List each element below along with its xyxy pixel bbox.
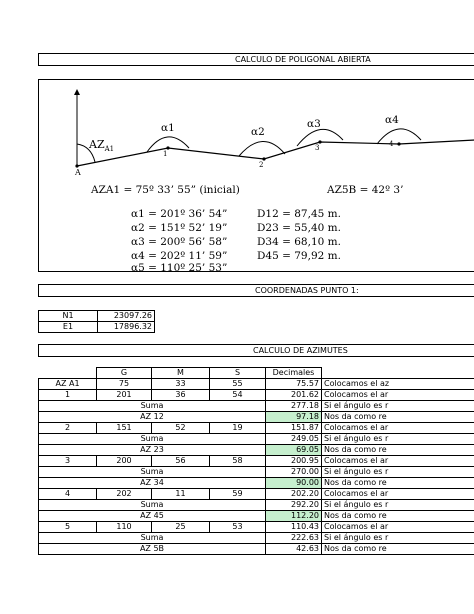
coords-value: 17896.32 <box>98 322 155 333</box>
decimal-cell: 90.00 <box>266 478 322 489</box>
distance-45: D45 = 79,92 m. <box>257 250 341 262</box>
minutes-cell: 36 <box>152 390 210 401</box>
decimal-cell: 151.87 <box>266 423 322 434</box>
degrees-cell: 110 <box>97 522 152 533</box>
polygon-figure <box>38 79 474 272</box>
note-cell: Nos da como re <box>322 478 474 489</box>
title-bar <box>38 53 474 66</box>
decimal-cell: 200.95 <box>266 456 322 467</box>
note-cell: Nos da como re <box>322 511 474 522</box>
row-label: Suma <box>39 401 266 412</box>
azimuth-row <box>39 390 474 401</box>
coords-title-bar <box>38 284 474 297</box>
degrees-cell: 75 <box>97 379 152 390</box>
alpha5-value: α5 = 110º 25’ 53” <box>131 262 228 274</box>
seconds-cell: 54 <box>210 390 266 401</box>
header-m: M <box>152 368 210 379</box>
az-5b-text: AZ5B = 42º 3’ <box>327 184 404 196</box>
row-label: Suma <box>39 467 266 478</box>
alpha2-value: α2 = 151º 52’ 19” <box>131 222 228 234</box>
note-cell: Colocamos el az <box>322 379 474 390</box>
minutes-cell: 56 <box>152 456 210 467</box>
decimal-cell: 110.43 <box>266 522 322 533</box>
seconds-cell: 53 <box>210 522 266 533</box>
coords-table <box>38 310 155 333</box>
azimuth-row <box>39 445 474 456</box>
decimal-cell: 270.00 <box>266 467 322 478</box>
azimuth-title: CALCULO DE AZIMUTES <box>253 346 348 355</box>
row-label: Suma <box>39 533 266 544</box>
row-label: AZ A1 <box>39 379 97 390</box>
azimuth-row <box>39 500 474 511</box>
alpha1-label: α1 <box>161 122 175 134</box>
azimuth-row <box>39 423 474 434</box>
decimal-cell: 42.63 <box>266 544 322 555</box>
alpha1-value: α1 = 201º 36’ 54” <box>131 208 228 220</box>
note-cell: Colocamos el ar <box>322 522 474 533</box>
minutes-cell: 52 <box>152 423 210 434</box>
decimal-cell: 249.05 <box>266 434 322 445</box>
decimal-cell: 97.18 <box>266 412 322 423</box>
azimuth-row <box>39 456 474 467</box>
decimal-cell: 202.20 <box>266 489 322 500</box>
decimal-cell: 222.63 <box>266 533 322 544</box>
station-1-label: 1 <box>163 150 168 158</box>
azimuth-table <box>38 367 474 555</box>
az-label: $AZ_{A1}$ <box>89 138 115 154</box>
coords-row-e1 <box>39 322 155 333</box>
note-cell: Si el ángulo es r <box>322 434 474 445</box>
row-label: 1 <box>39 390 97 401</box>
distance-23: D23 = 55,40 m. <box>257 222 341 234</box>
polygon-line <box>77 140 474 166</box>
azimuth-row <box>39 478 474 489</box>
degrees-cell: 200 <box>97 456 152 467</box>
station-2-label: 2 <box>259 161 264 169</box>
decimal-cell: 201.62 <box>266 390 322 401</box>
degrees-cell: 201 <box>97 390 152 401</box>
header-g: G <box>97 368 152 379</box>
page-title: CALCULO DE POLIGONAL ABIERTA <box>235 55 371 64</box>
azimuth-row <box>39 522 474 533</box>
decimal-cell: 69.05 <box>266 445 322 456</box>
alpha4-label: α4 <box>385 114 399 126</box>
azimuth-row <box>39 544 474 555</box>
note-cell: Colocamos el ar <box>322 390 474 401</box>
decimal-cell: 112.20 <box>266 511 322 522</box>
minutes-cell: 25 <box>152 522 210 533</box>
degrees-cell: 202 <box>97 489 152 500</box>
row-label: 3 <box>39 456 97 467</box>
seconds-cell: 55 <box>210 379 266 390</box>
distance-34: D34 = 68,10 m. <box>257 236 341 248</box>
azimuth-row <box>39 533 474 544</box>
note-cell: Si el ángulo es r <box>322 500 474 511</box>
note-cell: Nos da como re <box>322 445 474 456</box>
coords-label: E1 <box>39 322 98 333</box>
row-label: AZ 5B <box>39 544 266 555</box>
row-label: Suma <box>39 434 266 445</box>
alpha3-value: α3 = 200º 56’ 58” <box>131 236 228 248</box>
row-label: 4 <box>39 489 97 500</box>
azimuth-row <box>39 467 474 478</box>
point-a-label: A <box>75 168 81 177</box>
header-decimales: Decimales <box>266 368 322 379</box>
note-cell: Colocamos el ar <box>322 456 474 467</box>
azimuth-row <box>39 434 474 445</box>
note-cell: Colocamos el ar <box>322 489 474 500</box>
azimuth-title-bar <box>38 344 474 357</box>
row-label: 2 <box>39 423 97 434</box>
row-label: AZ 34 <box>39 478 266 489</box>
distance-12: D12 = 87,45 m. <box>257 208 341 220</box>
coords-label: N1 <box>39 311 98 322</box>
seconds-cell: 58 <box>210 456 266 467</box>
alpha4-value: α4 = 202º 11’ 59” <box>131 250 228 262</box>
station-3-label: 3 <box>315 144 320 152</box>
azimuth-row <box>39 489 474 500</box>
header-s: S <box>210 368 266 379</box>
note-cell: Nos da como re <box>322 412 474 423</box>
minutes-cell: 11 <box>152 489 210 500</box>
azimuth-row <box>39 511 474 522</box>
coords-title: COORDENADAS PUNTO 1: <box>255 286 359 295</box>
coords-value: 23097.26 <box>98 311 155 322</box>
note-cell: Si el ángulo es r <box>322 533 474 544</box>
row-label: 5 <box>39 522 97 533</box>
alpha3-label: α3 <box>307 118 321 130</box>
note-cell: Colocamos el ar <box>322 423 474 434</box>
azimuth-row <box>39 401 474 412</box>
row-label: AZ 12 <box>39 412 266 423</box>
note-cell: Si el ángulo es r <box>322 401 474 412</box>
minutes-cell: 33 <box>152 379 210 390</box>
seconds-cell: 19 <box>210 423 266 434</box>
coords-row-n1 <box>39 311 155 322</box>
degrees-cell: 151 <box>97 423 152 434</box>
az-a1-text: AZA1 = 75º 33’ 55” (inicial) <box>91 184 240 196</box>
station-4-label: 4 <box>389 140 394 148</box>
row-label: Suma <box>39 500 266 511</box>
decimal-cell: 277.18 <box>266 401 322 412</box>
azimuth-header-row <box>39 368 474 379</box>
seconds-cell: 59 <box>210 489 266 500</box>
azimuth-row <box>39 379 474 390</box>
alpha2-label: α2 <box>251 126 265 138</box>
note-cell: Si el ángulo es r <box>322 467 474 478</box>
azimuth-row <box>39 412 474 423</box>
row-label: AZ 45 <box>39 511 266 522</box>
decimal-cell: 292.20 <box>266 500 322 511</box>
decimal-cell: 75.57 <box>266 379 322 390</box>
note-cell: Nos da como re <box>322 544 474 555</box>
row-label: AZ 23 <box>39 445 266 456</box>
